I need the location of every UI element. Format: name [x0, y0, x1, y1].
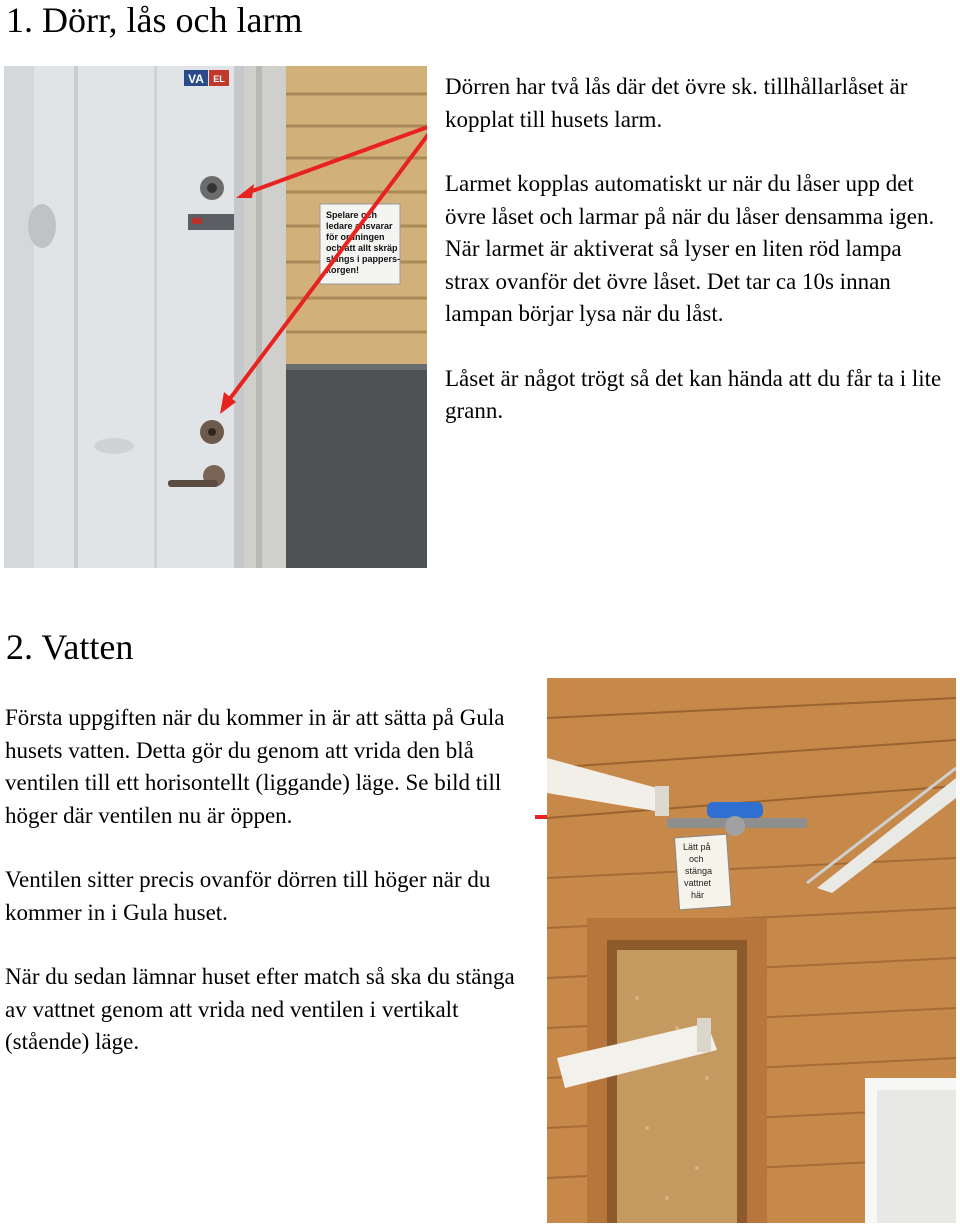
section-1-paragraph-2: Larmet kopplas automatiskt ur när du låser upp det övre låset och larmar på när du låser densamma igen. När larmet är aktiverat så lyser en liten röd lampa strax ovanför det övre låset. Det tar ca 10s innan lampan börjar lysa när du låst.	[445, 171, 935, 326]
sign-line-1: Spelare och	[326, 210, 378, 220]
section-2-heading: 2. Vatten	[6, 627, 134, 667]
valve-photo-illustration	[547, 678, 956, 1223]
door-photo-illustration	[4, 66, 427, 568]
door-photo	[4, 66, 427, 568]
section-2-paragraph-1: Första uppgiften när du kommer in är att sätta på Gula husets vatten. Detta gör du genom att vrida den blå ventilen till ett horisontellt (liggande) läge. Se bild till höger där ventilen nu är öppen.	[5, 705, 505, 828]
blue-valve	[707, 802, 763, 818]
section-2-paragraph-2: Ventilen sitter precis ovanför dörren till höger när du kommer in i Gula huset.	[5, 867, 491, 925]
note-line-2: och	[689, 854, 704, 864]
sign-line-4: och att allt skräp	[326, 243, 398, 253]
el-badge: EL	[213, 74, 225, 84]
sign-line-2: ledare ansvarar	[326, 221, 393, 231]
section-1-paragraph-1: Dörren har två lås där det övre sk. tillhållarlåset är kopplat till husets larm.	[445, 74, 908, 132]
section-2-text	[5, 702, 530, 1059]
sign-line-6: korgen!	[326, 265, 360, 275]
note-line-5: här	[691, 890, 705, 900]
note-line-1: Lätt på	[683, 842, 711, 852]
sign-line-5: slängs i pappers-	[326, 254, 401, 264]
section-2-paragraph-3: När du sedan lämnar huset efter match så ska du stänga av vattnet genom att vrida ned ventilen i vertikalt (stående) läge.	[5, 964, 515, 1054]
section-1-paragraph-3: Låset är något trögt så det kan hända att du får ta i lite grann.	[445, 365, 942, 423]
valve-photo	[547, 678, 956, 1223]
sign-line-3: för ordningen	[326, 232, 385, 242]
section-1-text	[445, 71, 945, 428]
va-badge: VA	[188, 72, 204, 86]
note-line-3: stänga	[685, 866, 713, 876]
section-1-heading: 1. Dörr, lås och larm	[6, 0, 303, 40]
note-line-4: vattnet	[684, 878, 712, 888]
